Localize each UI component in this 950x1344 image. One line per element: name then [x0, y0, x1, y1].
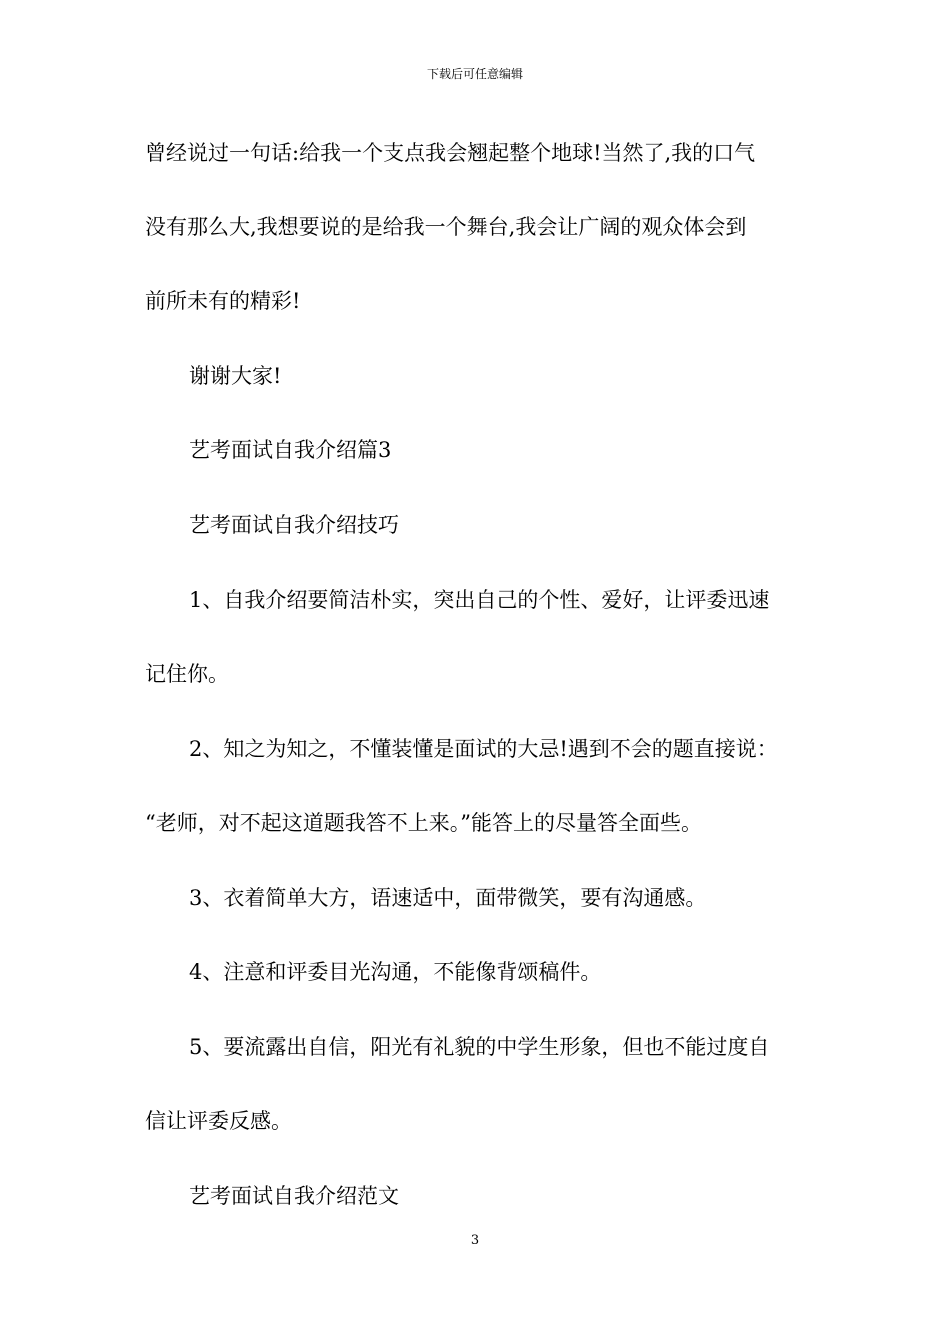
page-number: 3: [470, 1233, 480, 1248]
tip-5-line-1: 5、要流露出自信，阳光有礼貌的中学生形象，但也不能过度自: [189, 1035, 770, 1059]
tip-2-line-1: 2、知之为知之，不懂装懂是面试的大忌!遇到不会的题直接说：: [189, 737, 778, 761]
body-line-3: 前所未有的精彩!: [145, 289, 301, 313]
body-line-4: 谢谢大家!: [189, 364, 282, 388]
body-line-2: 没有那么大,我想要说的是给我一个舞台,我会让广阔的观众体会到: [145, 215, 747, 239]
tip-1-line-2: 记住你。: [145, 662, 229, 686]
section-heading-3: 艺考面试自我介绍篇3: [189, 438, 392, 462]
subheading-tips: 艺考面试自我介绍技巧: [189, 513, 399, 537]
tip-5-line-2: 信让评委反感。: [145, 1109, 292, 1133]
tip-1-line-1: 1、自我介绍要简洁朴实，突出自己的个性、爱好，让评委迅速: [189, 588, 770, 612]
page-header: 下载后可任意编辑: [426, 67, 523, 81]
body-line-1: 曾经说过一句话:给我一个支点我会翘起整个地球!当然了,我的口气: [145, 141, 756, 165]
tip-2-line-2: “老师，对不起这道题我答不上来。”能答上的尽量答全面些。: [145, 811, 702, 835]
subheading-sample: 艺考面试自我介绍范文: [189, 1184, 399, 1208]
tip-4: 4、注意和评委目光沟通，不能像背颂稿件。: [189, 960, 602, 984]
tip-3: 3、衣着简单大方，语速适中，面带微笑，要有沟通感。: [189, 886, 707, 910]
